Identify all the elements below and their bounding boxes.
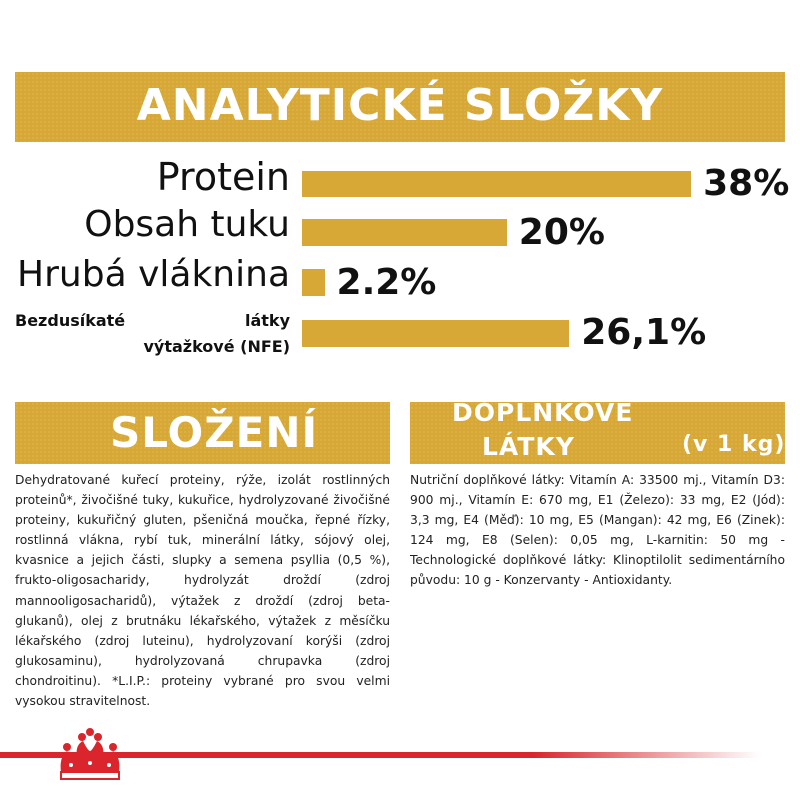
protein-label: Protein [156,155,290,199]
supplements-title-line2: LÁTKY [482,432,575,461]
protein-bar [302,171,691,197]
fiber-bar [302,269,325,296]
nfe-bar [302,320,569,347]
crown-icon [55,727,125,782]
supplements-text: Nutriční doplňkové látky: Vitamín A: 33500 mj., Vitamín D3: 900 mj., Vitamín E: 670 mg, E1 (Železo): 33 mg, E2 (Jód): 3,3 mg, E4 (Měď): 10 mg, E5 (Mangan): 42 mg, E6 (Zinek): 124 mg, E8 (Selen): 0,05 mg, L-karnitin: 50 mg - Technologické doplňkové látky: Klinoptilolit sedimentárního původu: 10 g - Konzervanty - Antioxidanty. [410,473,785,588]
supplements-banner [410,398,786,464]
supplements-title-line1: DOPLŇKOVÉ [452,398,634,427]
fiber-label: Hrubá vláknina [17,254,290,295]
supplements-unit: (v 1 kg) [682,432,786,457]
nfe-value: 26,1% [581,312,707,353]
analytic-title: ANALYTICKÉ SLOŽKY [136,80,664,131]
nfe-label [15,308,290,360]
fat-bar [302,219,507,246]
composition-title: SLOŽENÍ [110,408,319,457]
composition-banner [15,402,390,464]
nfe-label-part1: Bezdusíkaté [15,311,126,330]
fiber-value: 2.2% [336,262,437,303]
nfe-label-part2: látky [245,311,290,330]
composition-text: Dehydratované kuřecí proteiny, rýže, izolát rostlinných proteinů*, živočišné tuky, kukuřice, hydrolyzované živočišné proteiny, kukuřičný gluten, pšeničná moučka, řepné řízky, rostlinná vlákna, rybí tuk, minerální látky, sójový olej, kvasnice a jejich části, slupky a semena psyllia (0,5 %), frukto-oligosacharidy, hydrolyzát droždí (zdroj mannooligosacharidů), výtažek z droždí (zdroj beta-glukanů), olej z brutnáku lékařského, výtažek z měsíčku lékařského (zdroj luteinu), hydrolyzovaní korýši (zdroj glukosaminu), hydrolyzovaná chrupavka (zdroj chondroitinu). *L.I.P.: proteiny vybrané pro svou velmi vysokou stravitelnost. [15,473,390,709]
analytic-banner [15,72,785,142]
fat-label: Obsah tuku [84,204,290,245]
nfe-label-part3: výtažkové (NFE) [143,337,290,356]
protein-value: 38% [703,163,790,204]
fat-value: 20% [518,212,605,253]
